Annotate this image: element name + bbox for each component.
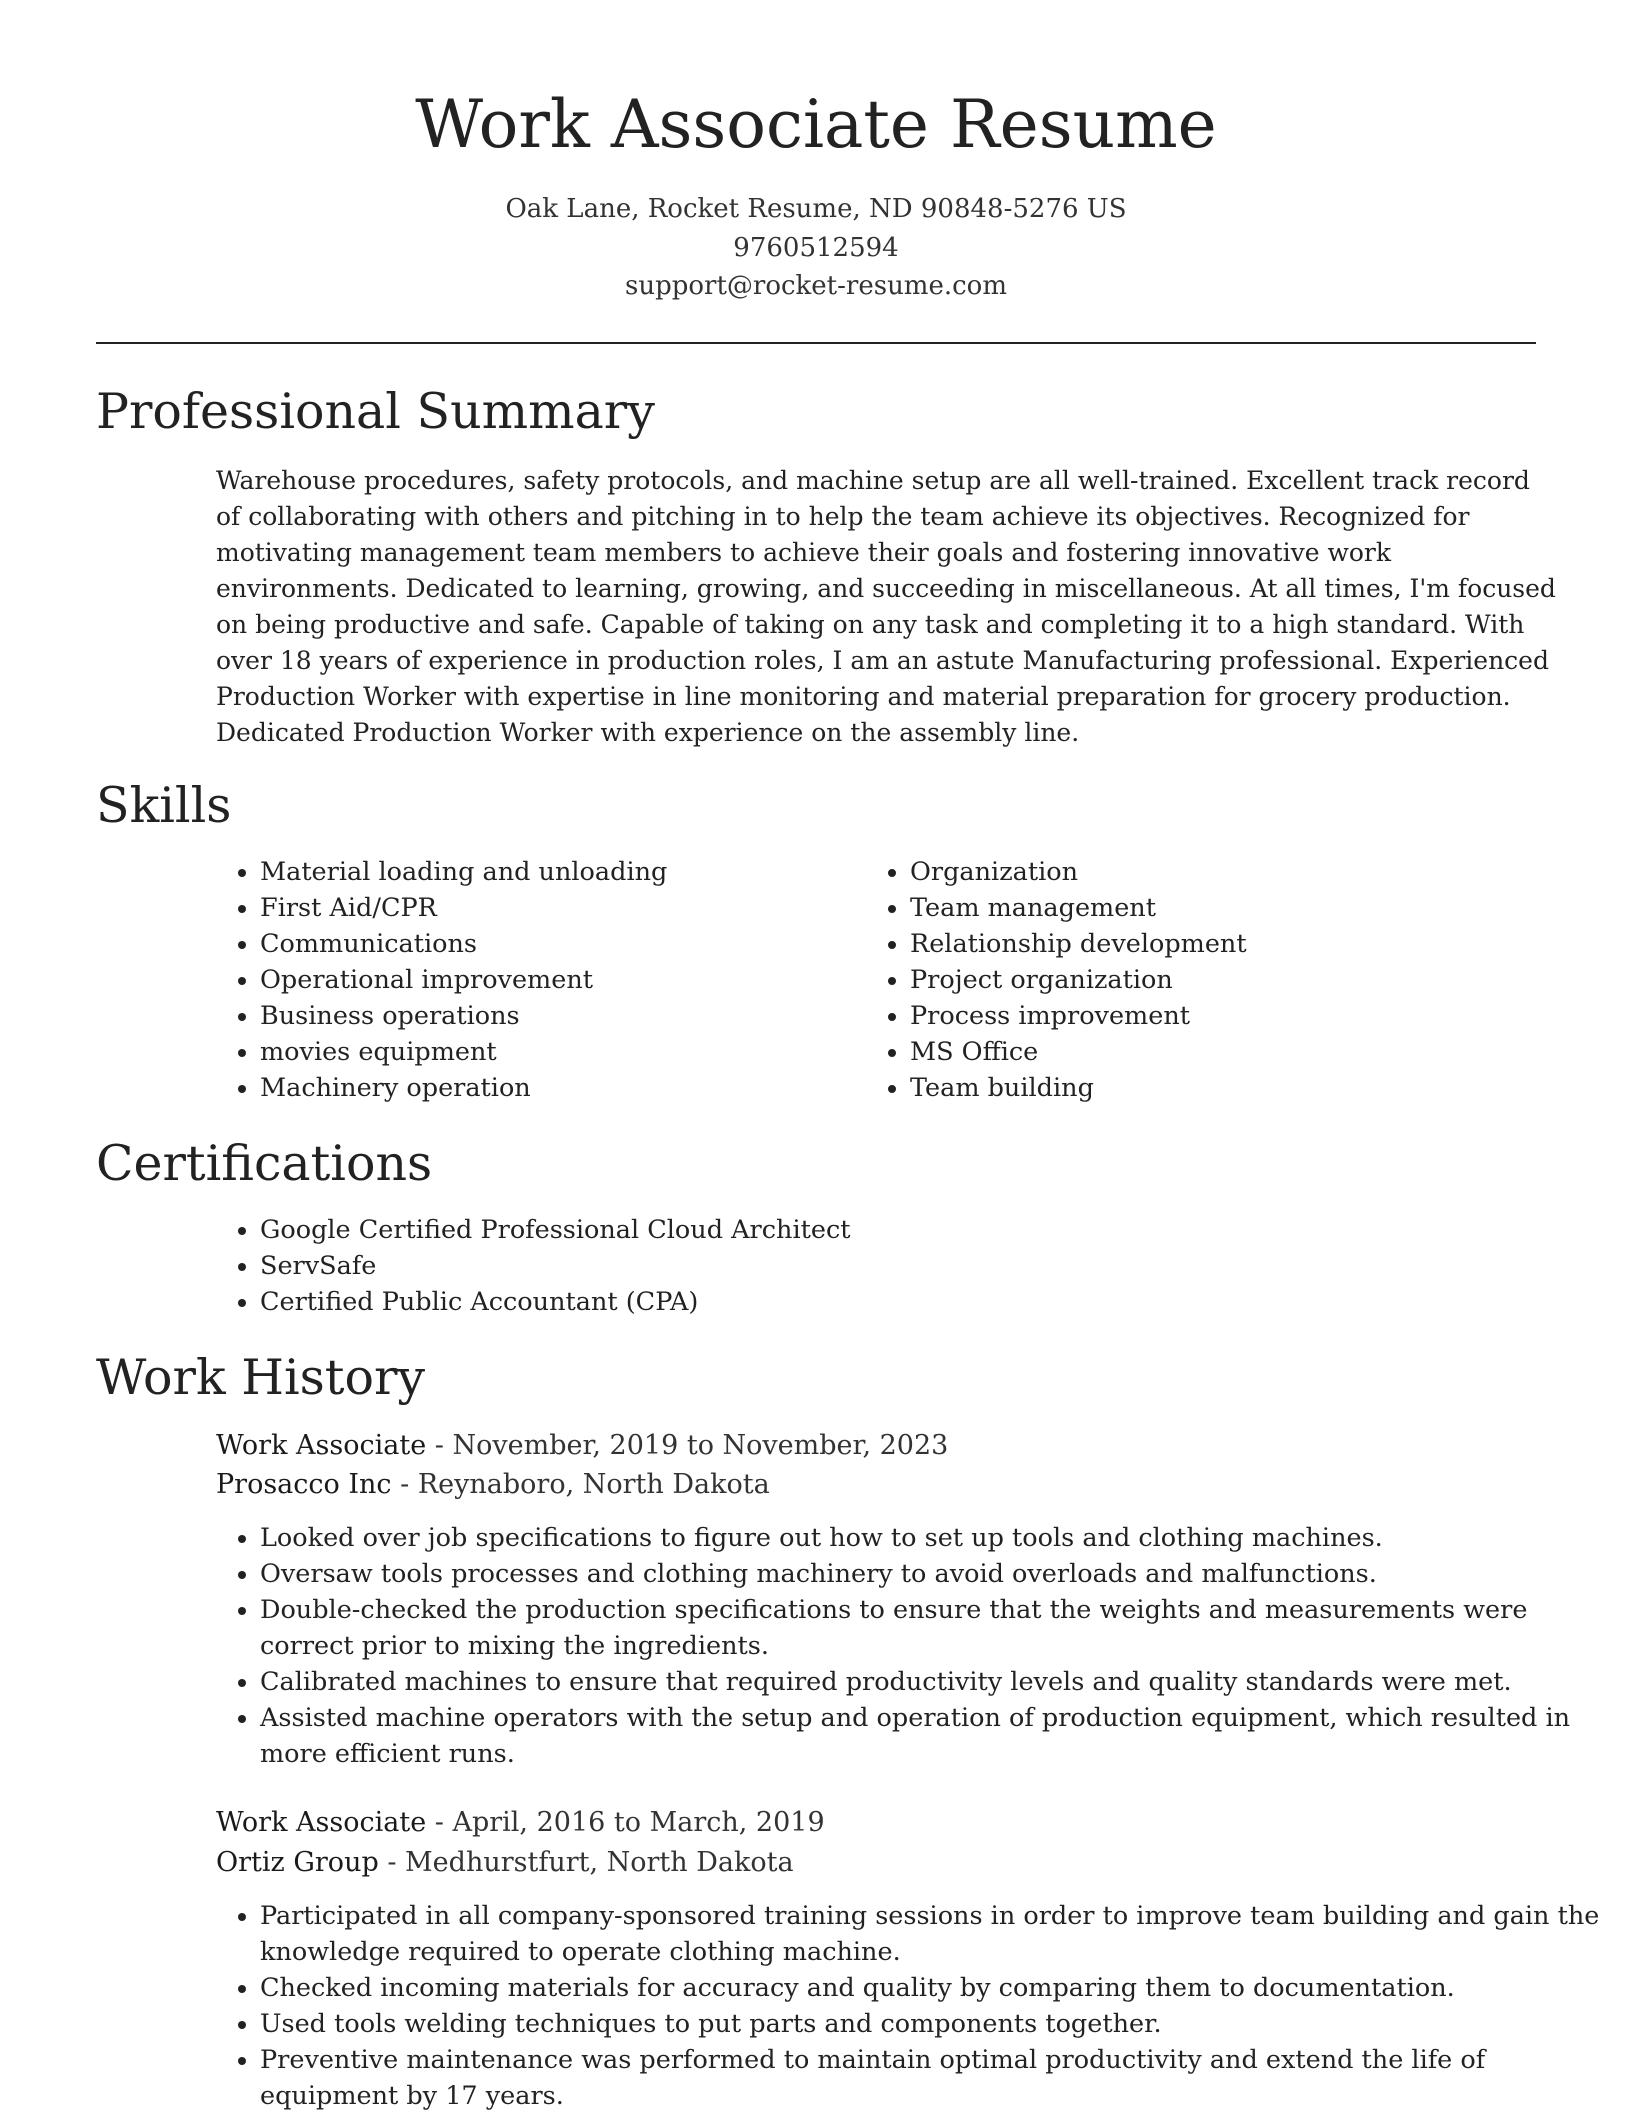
job-duty-item: • Preventive maintenance was performed to maintain optimal productivity and extend the life of equipment by 17 years. [260,2042,1600,2114]
skills-list-left [216,854,820,1106]
job-duty-item: • Assisted machine operators with the setup and operation of production equipment, which resulted in more efficient runs. [260,1700,1600,1772]
job-dates: - November, 2019 to November, 2023 [426,1430,949,1461]
job-duty-item: • Participated in all company-sponsored training sessions in order to improve team building and gain the knowledge required to operate clothing machine. [260,1898,1600,1970]
job-duty-item: • Looked over job specifications to figure out how to set up tools and clothing machines. [260,1520,1600,1556]
job-duty-item: • Double-checked the production specifications to ensure that the weights and measurements were correct prior to mixing the ingredients. [260,1592,1600,1664]
job-title: Work Associate [216,1430,427,1461]
skill-item: • MS Office [910,1034,1510,1070]
job-title-line [216,1803,825,1843]
skill-item: • Process improvement [910,998,1510,1034]
skill-item: • Machinery operation [260,1070,820,1106]
work-history-heading: Work History [96,1349,426,1406]
contact-phone: 9760512594 [733,233,899,263]
job-title-line [216,1426,948,1466]
job-company-line [216,1843,794,1883]
job-title: Work Associate [216,1807,427,1838]
job-duty-item: • Oversaw tools processes and clothing machinery to avoid overloads and malfunctions. [260,1556,1600,1592]
summary-text: Warehouse procedures, safety protocols, and machine setup are all well-trained. Excellent track record of collaborating with others and pitching in to help the team achieve its objectives. Recognized for motivating management team members to achieve their goals and fostering innovative work environments. Dedicated to learning, growing, and succeeding in miscellaneous. At all times, I'm focused on being productive and safe. Capable of taking on any task and completing it to a high standard. With over 18 years of experience in production roles, I am an astute Manufacturing professional. Experienced Production Worker with expertise in line monitoring and material preparation for grocery production. Dedicated Production Worker with experience on the assembly line. [216,466,1556,747]
job-dates: - April, 2016 to March, 2019 [426,1807,825,1838]
job-duty-item: • Used tools welding techniques to put parts and components together. [260,2006,1600,2042]
job-location: - Medhurstfurt, North Dakota [378,1847,794,1878]
summary-heading: Professional Summary [96,383,655,440]
job-duty-item: • Checked incoming materials for accuracy and quality by comparing them to documentation. [260,1970,1600,2006]
job-duties-list [216,1898,1600,2114]
resume-title: Work Associate Resume [415,86,1217,163]
job-company-line [216,1465,770,1505]
certifications-list [216,1212,1560,1320]
certification-item: • Google Certified Professional Cloud Architect [260,1212,1560,1248]
certification-item: • ServSafe [260,1248,1560,1284]
skill-item: • Team management [910,890,1510,926]
skill-item: • Relationship development [910,926,1510,962]
job-company: Ortiz Group [216,1847,379,1878]
certification-item: • Certified Public Accountant (CPA) [260,1284,1560,1320]
job-company: Prosacco Inc [216,1469,392,1500]
contact-email: support@rocket-resume.com [624,271,1007,301]
certifications-heading: Certifications [96,1135,433,1192]
header-divider [96,342,1536,344]
skill-item: • Operational improvement [260,962,820,998]
skill-item: • Business operations [260,998,820,1034]
skill-item: • Organization [910,854,1510,890]
skills-heading: Skills [96,777,232,834]
skill-item: • movies equipment [260,1034,820,1070]
contact-address: Oak Lane, Rocket Resume, ND 90848-5276 US [505,194,1127,224]
skill-item: • Communications [260,926,820,962]
job-duty-item: • Calibrated machines to ensure that required productivity levels and quality standards were met. [260,1664,1600,1700]
job-duties-list [216,1520,1600,1772]
job-location: - Reynaboro, North Dakota [391,1469,770,1500]
skill-item: • Material loading and unloading [260,854,820,890]
skill-item: • Team building [910,1070,1510,1106]
skills-list-right [866,854,1510,1106]
skill-item: • First Aid/CPR [260,890,820,926]
skill-item: • Project organization [910,962,1510,998]
